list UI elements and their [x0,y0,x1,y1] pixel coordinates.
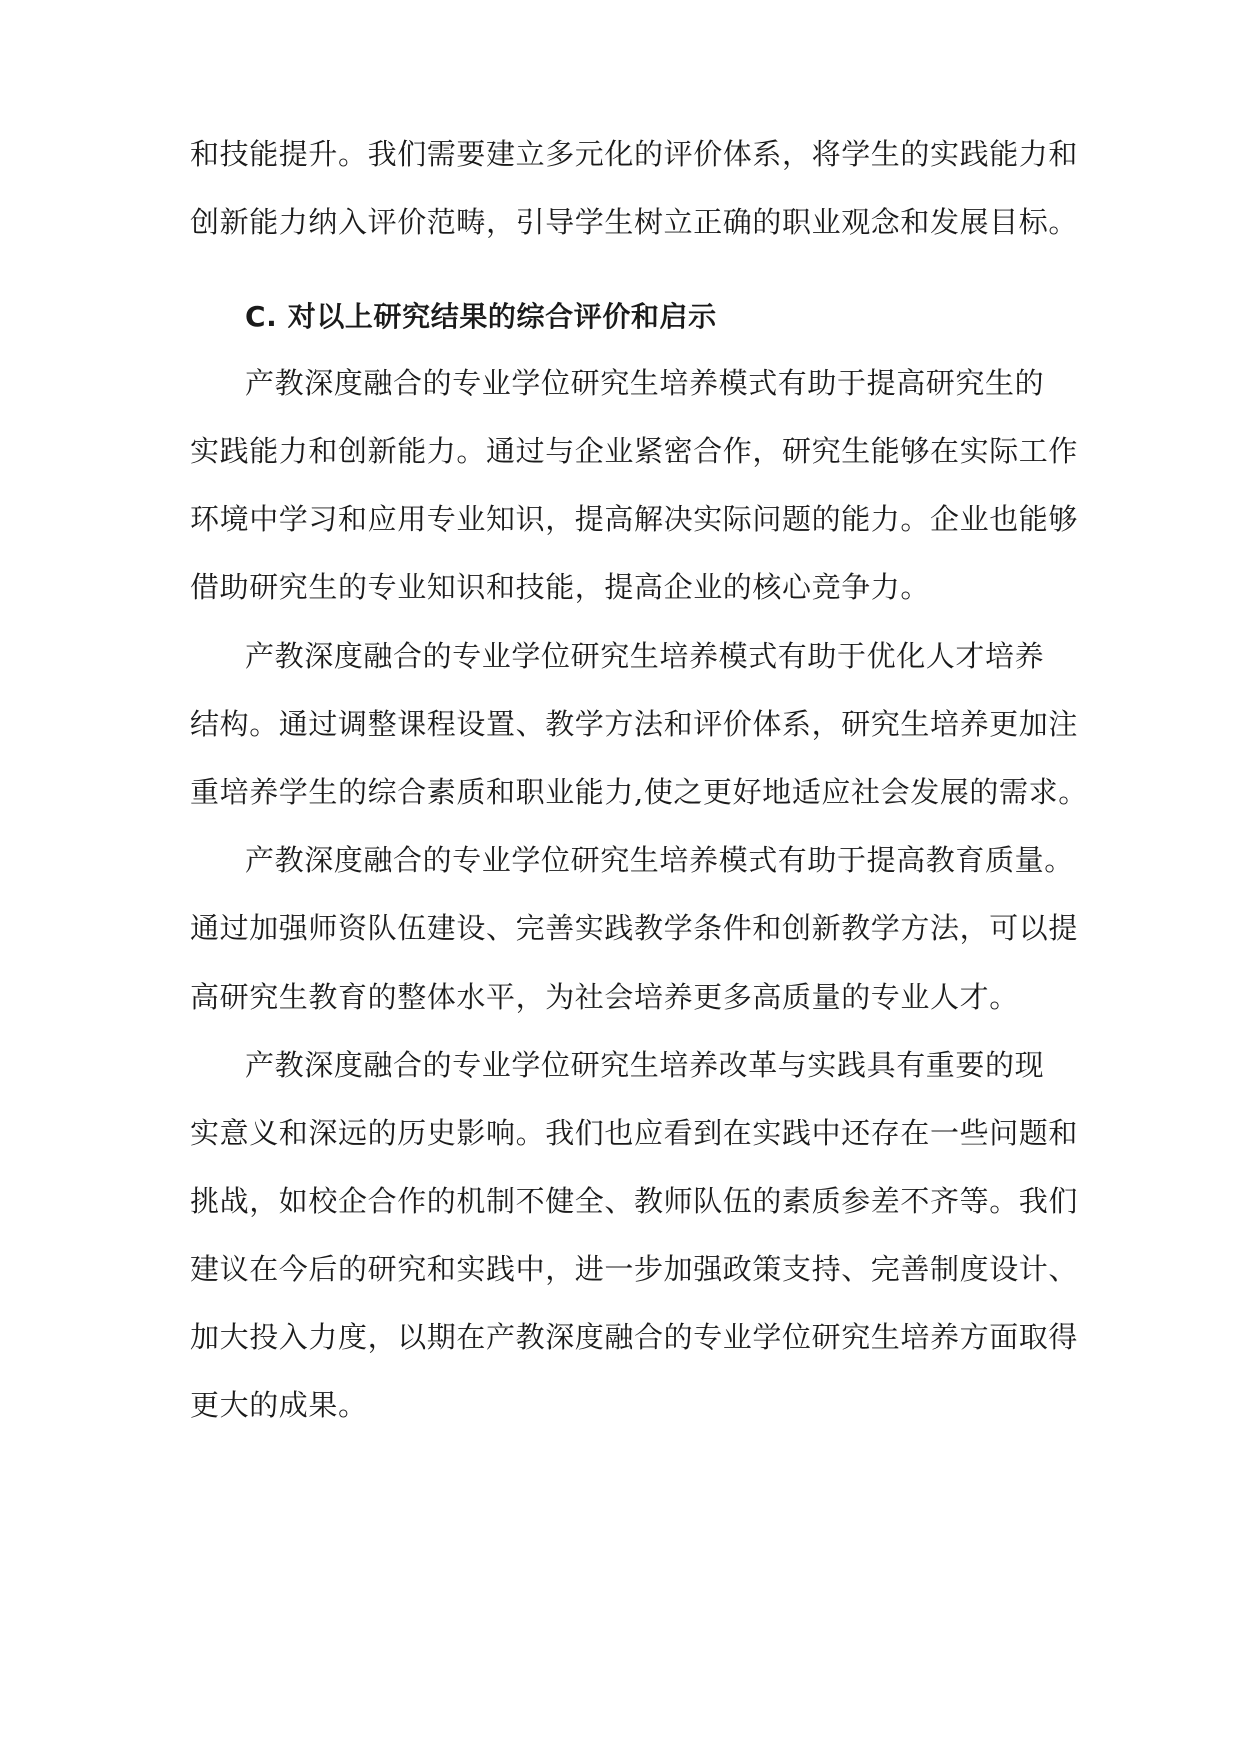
text-line: 产教深度融合的专业学位研究生培养模式有助于提高研究生的 [245,366,1045,400]
text-line: 建议在今后的研究和实践中，进一步加强政策支持、完善制度设计、 [190,1252,1079,1286]
text-line: 产教深度融合的专业学位研究生培养模式有助于优化人才培养 [245,639,1045,673]
text-line: 实践能力和创新能力。通过与企业紧密合作，研究生能够在实际工作 [190,434,1079,468]
text-line: 更大的成果。 [190,1388,368,1422]
section-heading: C. 对以上研究结果的综合评价和启示 [245,300,717,333]
text-line: 加大投入力度，以期在产教深度融合的专业学位研究生培养方面取得 [190,1320,1079,1354]
text-line: 重培养学生的综合素质和职业能力,使之更好地适应社会发展的需求。 [190,775,1088,809]
text-line: 实意义和深远的历史影响。我们也应看到在实践中还存在一些问题和 [190,1116,1079,1150]
text-line: 高研究生教育的整体水平，为社会培养更多高质量的专业人才。 [190,980,1019,1014]
text-line: 借助研究生的专业知识和技能，提高企业的核心竞争力。 [190,570,931,604]
text-line: 环境中学习和应用专业知识，提高解决实际问题的能力。企业也能够 [190,502,1079,536]
text-line: 结构。通过调整课程设置、教学方法和评价体系，研究生培养更加注 [190,707,1079,741]
text-line: 产教深度融合的专业学位研究生培养模式有助于提高教育质量。 [245,843,1074,877]
text-line: 和技能提升。我们需要建立多元化的评价体系，将学生的实践能力和 [190,137,1079,171]
text-line: 创新能力纳入评价范畴，引导学生树立正确的职业观念和发展目标。 [190,205,1079,239]
text-line: 产教深度融合的专业学位研究生培养改革与实践具有重要的现 [245,1048,1045,1082]
text-line: 通过加强师资队伍建设、完善实践教学条件和创新教学方法，可以提 [190,911,1079,945]
text-line: 挑战，如校企合作的机制不健全、教师队伍的素质参差不齐等。我们 [190,1184,1079,1218]
